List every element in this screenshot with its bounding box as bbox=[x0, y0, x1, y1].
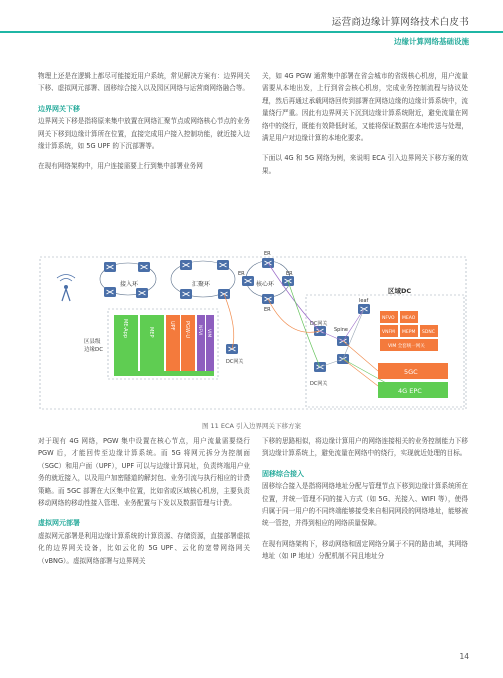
mep-label: MEP bbox=[148, 327, 154, 338]
section-heading: 虚拟网元部署 bbox=[38, 519, 80, 528]
spine-label: Spine bbox=[334, 327, 348, 333]
me-app-label: ME-App bbox=[122, 319, 128, 338]
router-icon bbox=[180, 260, 192, 270]
vim-block bbox=[206, 315, 214, 371]
section-heading: 固移综合接入 bbox=[262, 469, 304, 478]
region-dc-label: 区域DC bbox=[388, 287, 412, 295]
nfvo-label: NFVO bbox=[382, 316, 395, 321]
text-column-bottom-left bbox=[38, 435, 250, 575]
paragraph: 下移的思路相似，将边缘计算用户的网络连接相关的业务控制能力下移到边缘计算系统上，避免流量在网络中的绕行，实现就近处理的目标。 bbox=[262, 437, 468, 458]
er-label: ER bbox=[238, 271, 245, 277]
sdnc-label: SDNC bbox=[422, 330, 435, 335]
network-diagram bbox=[38, 249, 468, 411]
edge-dc-label-line2: 边缘DC bbox=[84, 347, 104, 353]
upf-label: UPF bbox=[169, 321, 175, 331]
vim-platform-label: VIM 全套统一网关 bbox=[388, 344, 425, 349]
paragraph: 物理上还是在逻辑上都尽可能接近用户系统，常见解决方案有：边界网关下移、虚拟网元部署、固移综合接入以及园区网络与运营商网络融合等。 bbox=[38, 72, 250, 93]
epc-label: 4G EPC bbox=[398, 387, 422, 395]
paragraph: 关，如 4G PGW 通常集中部署在省会城市的省级核心机房，用户流量需要从本地出发，上行到省会核心机房，完成业务控制流程与协议处理，然后再通过承载网络回传到部署在网络边缘的边缘计算系统中，流量绕行严重。因此有边界网关下沉到边缘计算系统附近，避免流量在网络中的绕行，既能有效降低时延，又能将保证数据在本地传送与处理，满足用户对边缘计算的本地化要求。 bbox=[262, 72, 468, 143]
router-icon bbox=[217, 260, 229, 270]
vim-label: VIM bbox=[206, 329, 211, 338]
paragraph: 下面以 4G 和 5G 网络为例，来说明 ECA 引入边界网关下移方案的效果。 bbox=[262, 154, 468, 175]
link-orange bbox=[224, 294, 234, 349]
section-heading: 边界网关下移 bbox=[38, 104, 80, 113]
page-number: 14 bbox=[459, 652, 469, 661]
paragraph: 在现有网络架构中，用户连接需要上行到集中部署业务网 bbox=[38, 162, 203, 171]
router-icon bbox=[104, 287, 116, 297]
paragraph: 在现有网络架构下，移动网络和固定网络分属于不同的路由域，其网络地址（如 IP 地址）分配机制不同且地址分 bbox=[262, 539, 468, 561]
dc-gateway-label: DC网关 bbox=[310, 381, 328, 387]
header-subtitle: 边缘计算网络基础设施 bbox=[394, 37, 469, 46]
leaf-label: leaf bbox=[359, 298, 369, 304]
nfvi-label: NFVI bbox=[197, 325, 202, 336]
edge-dc-base bbox=[114, 371, 214, 376]
router-icon bbox=[138, 262, 150, 272]
meao-label: MEAO bbox=[402, 316, 416, 321]
pgw-u-label: PGW-U bbox=[184, 321, 190, 339]
core-ring-label: 核心环 bbox=[256, 281, 275, 288]
link-orange bbox=[268, 299, 320, 332]
figure-caption: 图 11 ECA 引入边界网关下移方案 bbox=[201, 422, 302, 430]
mep-block bbox=[140, 315, 164, 371]
er-label: ER bbox=[264, 251, 271, 257]
paragraph: 边界网关下移是指将原来集中放置在网络汇聚节点或网络核心节点的业务网关下移到边缘计算所在位置，直接完成用户接入控制功能，就近接入边缘计算系统，如 5G UPF 的下沉部署等。 bbox=[38, 117, 250, 151]
header-divider bbox=[0, 31, 503, 33]
mepm-label: MEPM bbox=[402, 330, 416, 335]
dc-gateway-label: DC网关 bbox=[310, 321, 328, 327]
paragraph: 虚拟网元部署是利用边缘计算系统的计算资源、存储资源，直接部署虚拟化的边界网关设备，比如云化的 5G UPF、云化的宽带网络网关（vBNG）。虚拟网络部署与边界网关 bbox=[38, 531, 250, 565]
text-column-top-left bbox=[38, 70, 250, 181]
nfvi-block bbox=[197, 315, 205, 371]
text-column-top-right bbox=[262, 70, 468, 185]
eca-network-figure bbox=[38, 249, 468, 411]
dc-gateway-label: DC网关 bbox=[226, 359, 244, 365]
antenna-icon bbox=[57, 275, 75, 302]
access-ring-label: 接入环 bbox=[120, 281, 139, 288]
header-title: 运营商边缘计算网络技术白皮书 bbox=[331, 17, 469, 28]
er-label: ER bbox=[264, 307, 271, 313]
router-icon bbox=[104, 262, 116, 272]
edge-dc-label-line1: 区县级 bbox=[84, 339, 101, 345]
router-icon bbox=[180, 289, 192, 299]
er-label: ER bbox=[286, 271, 293, 277]
text-column-bottom-right bbox=[262, 435, 468, 571]
sgc-label: 5GC bbox=[404, 368, 418, 376]
paragraph: 固移综合接入是指将网络地址分配与管理节点下移到边缘计算系统所在位置，并统一管理不同的接入方式（如 5G、光接入、WIFI 等），使得归属于同一用户的不同终端能够接受来自相同网段的网络地址，能够被统一管控，并得到相应的网络质量保障。 bbox=[262, 482, 468, 528]
router-icon bbox=[136, 288, 148, 298]
router-icon bbox=[242, 276, 254, 286]
aggregation-ring-label: 汇聚环 bbox=[192, 281, 211, 288]
paragraph: 对于现有 4G 网络，PGW 集中设置在核心节点，用户流量需要绕行 PGW 后，才能回传至边缘计算系统。而 5G 将网元拆分为控制面（SGC）和用户面（UPF），UPF 可以与边缘计算同址，负责终端用户业务的就近接入，以及用户加密隧道的解封包、业务引流与执行相应的计费策略。而 5GC 部署在大区集中位置，比如省或区域核心机房，主要负责移动网络的移动性接入管理、业务配置与下发以及数据管理与计费。 bbox=[38, 437, 250, 508]
vnfm-label: VNFM bbox=[382, 330, 395, 335]
